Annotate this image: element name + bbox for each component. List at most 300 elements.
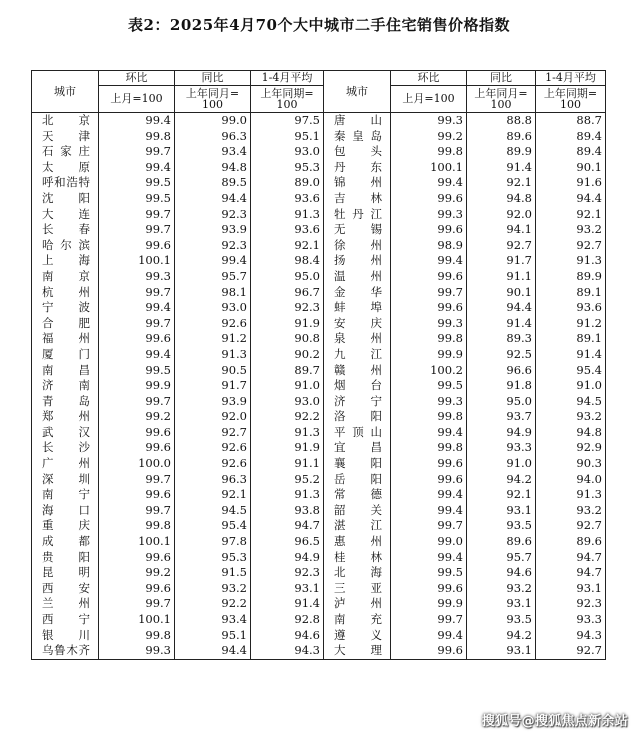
city-cell: 郑州 (32, 409, 99, 425)
avg-cell: 91.2 (536, 316, 606, 332)
city-cell: 成都 (32, 534, 99, 550)
yoy-cell: 95.0 (467, 394, 536, 410)
yoy-cell: 95.4 (175, 518, 251, 534)
avg-cell: 94.6 (251, 628, 324, 644)
city-cell: 银川 (32, 628, 99, 644)
avg-base-left: 上年同期=100 (251, 86, 324, 113)
avg-cell: 93.6 (251, 191, 324, 207)
city-cell: 湛江 (324, 518, 391, 534)
avg-cell: 92.3 (536, 596, 606, 612)
city-cell: 平顶山 (324, 425, 391, 441)
mom-cell: 100.1 (391, 160, 467, 176)
avg-cell: 89.7 (251, 363, 324, 379)
mom-cell: 99.5 (391, 378, 467, 394)
city-cell: 襄阳 (324, 456, 391, 472)
yoy-cell: 94.1 (467, 222, 536, 238)
city-cell: 西宁 (32, 612, 99, 628)
avg-cell: 91.1 (251, 456, 324, 472)
yoy-cell: 90.5 (175, 363, 251, 379)
avg-cell: 93.8 (251, 503, 324, 519)
table-row (32, 175, 606, 191)
city-cell: 西安 (32, 581, 99, 597)
mom-cell: 99.4 (99, 300, 175, 316)
yoy-cell: 89.6 (467, 534, 536, 550)
mom-cell: 99.9 (99, 378, 175, 394)
city-cell: 洛阳 (324, 409, 391, 425)
city-cell: 呼和浩特 (32, 175, 99, 191)
mom-cell: 99.7 (391, 285, 467, 301)
yoy-cell: 94.8 (175, 160, 251, 176)
avg-cell: 93.2 (536, 222, 606, 238)
table-row (32, 596, 606, 612)
avg-cell: 95.0 (251, 269, 324, 285)
avg-cell: 94.9 (251, 550, 324, 566)
avg-cell: 89.6 (536, 534, 606, 550)
avg-cell: 93.0 (251, 394, 324, 410)
avg-cell: 93.3 (536, 612, 606, 628)
avg-cell: 95.4 (536, 363, 606, 379)
avg-cell: 94.8 (536, 425, 606, 441)
avg-cell: 92.1 (536, 207, 606, 223)
table-row (32, 331, 606, 347)
city-cell: 蚌埠 (324, 300, 391, 316)
avg-cell: 89.9 (536, 269, 606, 285)
city-cell: 宜昌 (324, 440, 391, 456)
yoy-cell: 89.3 (467, 331, 536, 347)
avg-cell: 91.9 (251, 316, 324, 332)
mom-cell: 99.6 (391, 269, 467, 285)
city-cell: 吉林 (324, 191, 391, 207)
mom-cell: 99.7 (99, 596, 175, 612)
mom-cell: 99.4 (391, 550, 467, 566)
yoy-header-left: 同比 (175, 71, 251, 86)
city-cell: 太原 (32, 160, 99, 176)
city-cell: 泉州 (324, 331, 391, 347)
table-row (32, 113, 606, 129)
yoy-cell: 92.6 (175, 456, 251, 472)
yoy-cell: 95.7 (175, 269, 251, 285)
city-cell: 广州 (32, 456, 99, 472)
mom-cell: 99.4 (99, 160, 175, 176)
city-cell: 南充 (324, 612, 391, 628)
mom-cell: 99.7 (99, 285, 175, 301)
city-cell: 天津 (32, 129, 99, 145)
mom-cell: 99.6 (99, 550, 175, 566)
city-header-right: 城市 (324, 71, 391, 113)
yoy-base-right: 上年同月=100 (467, 86, 536, 113)
table-row (32, 550, 606, 566)
yoy-cell: 89.6 (467, 129, 536, 145)
city-cell: 金华 (324, 285, 391, 301)
table-row (32, 456, 606, 472)
mom-cell: 99.6 (99, 425, 175, 441)
mom-cell: 99.8 (99, 628, 175, 644)
mom-cell: 99.8 (391, 144, 467, 160)
mom-header-left: 环比 (99, 71, 175, 86)
yoy-cell: 92.3 (175, 207, 251, 223)
yoy-cell: 90.1 (467, 285, 536, 301)
yoy-cell: 91.3 (175, 347, 251, 363)
yoy-cell: 92.0 (467, 207, 536, 223)
avg-cell: 94.3 (536, 628, 606, 644)
yoy-cell: 93.3 (467, 440, 536, 456)
avg-cell: 92.3 (251, 300, 324, 316)
mom-cell: 100.1 (99, 534, 175, 550)
yoy-cell: 94.2 (467, 472, 536, 488)
price-index-table (31, 70, 606, 660)
city-cell: 无锡 (324, 222, 391, 238)
page-title: 表2：2025年4月70个大中城市二手住宅销售价格指数 (128, 16, 510, 34)
yoy-cell: 91.2 (175, 331, 251, 347)
avg-cell: 93.1 (251, 581, 324, 597)
mom-cell: 99.6 (391, 300, 467, 316)
yoy-cell: 94.5 (175, 503, 251, 519)
yoy-cell: 92.7 (467, 238, 536, 254)
mom-cell: 99.9 (391, 596, 467, 612)
mom-cell: 99.8 (391, 440, 467, 456)
yoy-cell: 92.2 (175, 596, 251, 612)
mom-base-left: 上月=100 (99, 86, 175, 113)
yoy-cell: 92.6 (175, 316, 251, 332)
mom-cell: 99.6 (391, 222, 467, 238)
avg-cell: 90.3 (536, 456, 606, 472)
table-row (32, 581, 606, 597)
table-row (32, 503, 606, 519)
mom-cell: 99.3 (391, 316, 467, 332)
mom-cell: 99.6 (99, 487, 175, 503)
avg-cell: 94.7 (251, 518, 324, 534)
avg-cell: 90.8 (251, 331, 324, 347)
mom-cell: 99.8 (99, 129, 175, 145)
table-row (32, 440, 606, 456)
avg-cell: 90.2 (251, 347, 324, 363)
yoy-cell: 91.7 (467, 253, 536, 269)
city-cell: 南京 (32, 269, 99, 285)
city-cell: 贵阳 (32, 550, 99, 566)
table-row (32, 269, 606, 285)
table-body (32, 113, 606, 660)
mom-cell: 99.4 (391, 503, 467, 519)
yoy-cell: 93.4 (175, 612, 251, 628)
yoy-cell: 93.1 (467, 503, 536, 519)
avg-cell: 91.6 (536, 175, 606, 191)
mom-cell: 99.8 (391, 331, 467, 347)
city-cell: 北海 (324, 565, 391, 581)
table-row (32, 129, 606, 145)
avg-header-left: 1-4月平均 (251, 71, 324, 86)
mom-cell: 99.6 (391, 191, 467, 207)
yoy-cell: 88.8 (467, 113, 536, 129)
mom-cell: 99.7 (99, 144, 175, 160)
yoy-cell: 92.1 (175, 487, 251, 503)
table-row (32, 191, 606, 207)
avg-cell: 89.4 (536, 144, 606, 160)
header-row-top (32, 71, 606, 86)
city-cell: 哈尔滨 (32, 238, 99, 254)
avg-cell: 89.1 (536, 331, 606, 347)
city-cell: 厦门 (32, 347, 99, 363)
yoy-cell: 96.6 (467, 363, 536, 379)
yoy-cell: 95.3 (175, 550, 251, 566)
yoy-cell: 93.2 (467, 581, 536, 597)
mom-cell: 100.0 (99, 456, 175, 472)
avg-cell: 93.6 (251, 222, 324, 238)
table-row (32, 347, 606, 363)
mom-cell: 99.2 (99, 565, 175, 581)
avg-header-right: 1-4月平均 (536, 71, 606, 86)
avg-cell: 91.3 (251, 487, 324, 503)
yoy-cell: 96.3 (175, 129, 251, 145)
table-row (32, 409, 606, 425)
yoy-cell: 93.9 (175, 394, 251, 410)
city-cell: 扬州 (324, 253, 391, 269)
table-row (32, 534, 606, 550)
city-cell: 昆明 (32, 565, 99, 581)
city-cell: 石家庄 (32, 144, 99, 160)
table-row (32, 643, 606, 659)
city-cell: 惠州 (324, 534, 391, 550)
city-cell: 福州 (32, 331, 99, 347)
yoy-cell: 99.0 (175, 113, 251, 129)
mom-cell: 99.9 (391, 347, 467, 363)
mom-header-right: 环比 (391, 71, 467, 86)
yoy-cell: 91.0 (467, 456, 536, 472)
yoy-cell: 94.4 (467, 300, 536, 316)
table-row (32, 363, 606, 379)
mom-cell: 99.4 (99, 347, 175, 363)
yoy-cell: 92.1 (467, 175, 536, 191)
yoy-header-right: 同比 (467, 71, 536, 86)
mom-cell: 98.9 (391, 238, 467, 254)
avg-cell: 94.0 (536, 472, 606, 488)
table-row (32, 518, 606, 534)
city-cell: 安庆 (324, 316, 391, 332)
avg-cell: 92.7 (536, 643, 606, 659)
yoy-cell: 93.7 (467, 409, 536, 425)
city-cell: 南宁 (32, 487, 99, 503)
yoy-cell: 94.2 (467, 628, 536, 644)
mom-cell: 99.7 (391, 518, 467, 534)
avg-cell: 94.4 (536, 191, 606, 207)
city-cell: 牡丹江 (324, 207, 391, 223)
mom-cell: 99.7 (99, 394, 175, 410)
table-row (32, 487, 606, 503)
mom-cell: 99.7 (99, 207, 175, 223)
avg-cell: 91.4 (536, 347, 606, 363)
city-cell: 大理 (324, 643, 391, 659)
mom-cell: 99.0 (391, 534, 467, 550)
avg-cell: 91.3 (251, 207, 324, 223)
yoy-cell: 89.5 (175, 175, 251, 191)
city-cell: 深圳 (32, 472, 99, 488)
mom-cell: 99.7 (391, 612, 467, 628)
mom-cell: 99.4 (391, 425, 467, 441)
mom-cell: 99.5 (99, 191, 175, 207)
city-cell: 徐州 (324, 238, 391, 254)
mom-cell: 99.5 (391, 565, 467, 581)
avg-cell: 93.2 (536, 409, 606, 425)
table-row (32, 472, 606, 488)
yoy-cell: 92.6 (175, 440, 251, 456)
mom-cell: 99.3 (391, 394, 467, 410)
yoy-cell: 91.7 (175, 378, 251, 394)
mom-cell: 99.3 (391, 207, 467, 223)
yoy-cell: 99.4 (175, 253, 251, 269)
table-row (32, 394, 606, 410)
city-cell: 锦州 (324, 175, 391, 191)
mom-cell: 99.6 (391, 456, 467, 472)
avg-cell: 96.7 (251, 285, 324, 301)
city-cell: 长春 (32, 222, 99, 238)
mom-cell: 99.7 (99, 472, 175, 488)
mom-cell: 100.2 (391, 363, 467, 379)
yoy-cell: 93.4 (175, 144, 251, 160)
table-row (32, 144, 606, 160)
avg-cell: 94.3 (251, 643, 324, 659)
table-row (32, 565, 606, 581)
avg-cell: 92.7 (536, 518, 606, 534)
yoy-cell: 91.4 (467, 160, 536, 176)
city-cell: 包头 (324, 144, 391, 160)
city-cell: 上海 (32, 253, 99, 269)
city-cell: 三亚 (324, 581, 391, 597)
city-cell: 宁波 (32, 300, 99, 316)
avg-cell: 91.4 (251, 596, 324, 612)
city-cell: 遵义 (324, 628, 391, 644)
avg-cell: 93.2 (536, 503, 606, 519)
mom-cell: 99.2 (391, 129, 467, 145)
avg-cell: 95.2 (251, 472, 324, 488)
city-cell: 韶关 (324, 503, 391, 519)
avg-cell: 91.0 (251, 378, 324, 394)
mom-base-right: 上月=100 (391, 86, 467, 113)
avg-cell: 91.0 (536, 378, 606, 394)
city-cell: 大连 (32, 207, 99, 223)
city-cell: 济宁 (324, 394, 391, 410)
mom-cell: 99.6 (99, 238, 175, 254)
avg-cell: 95.1 (251, 129, 324, 145)
yoy-cell: 95.1 (175, 628, 251, 644)
yoy-cell: 91.5 (175, 565, 251, 581)
city-cell: 温州 (324, 269, 391, 285)
avg-cell: 91.3 (536, 487, 606, 503)
mom-cell: 100.1 (99, 253, 175, 269)
yoy-base-left: 上年同月=100 (175, 86, 251, 113)
watermark: 搜狐号@搜狐焦点新余站 (481, 714, 628, 729)
mom-cell: 99.6 (391, 472, 467, 488)
table-row (32, 253, 606, 269)
city-cell: 烟台 (324, 378, 391, 394)
yoy-cell: 91.8 (467, 378, 536, 394)
avg-cell: 90.1 (536, 160, 606, 176)
mom-cell: 99.5 (99, 175, 175, 191)
city-cell: 杭州 (32, 285, 99, 301)
avg-cell: 91.3 (251, 425, 324, 441)
table-row (32, 222, 606, 238)
yoy-cell: 93.1 (467, 643, 536, 659)
avg-cell: 98.4 (251, 253, 324, 269)
city-cell: 唐山 (324, 113, 391, 129)
avg-cell: 97.5 (251, 113, 324, 129)
table-row (32, 316, 606, 332)
mom-cell: 99.7 (99, 222, 175, 238)
city-cell: 兰州 (32, 596, 99, 612)
avg-cell: 92.7 (536, 238, 606, 254)
mom-cell: 99.4 (99, 113, 175, 129)
yoy-cell: 91.1 (467, 269, 536, 285)
avg-cell: 93.6 (536, 300, 606, 316)
avg-cell: 92.9 (536, 440, 606, 456)
city-cell: 秦皇岛 (324, 129, 391, 145)
yoy-cell: 93.5 (467, 612, 536, 628)
yoy-cell: 92.5 (467, 347, 536, 363)
avg-cell: 89.4 (536, 129, 606, 145)
avg-cell: 94.5 (536, 394, 606, 410)
table-row (32, 285, 606, 301)
mom-cell: 99.3 (99, 269, 175, 285)
city-cell: 长沙 (32, 440, 99, 456)
yoy-cell: 94.4 (175, 191, 251, 207)
mom-cell: 99.3 (391, 113, 467, 129)
yoy-cell: 92.3 (175, 238, 251, 254)
yoy-cell: 94.8 (467, 191, 536, 207)
city-cell: 济南 (32, 378, 99, 394)
mom-cell: 99.7 (99, 316, 175, 332)
avg-cell: 93.0 (251, 144, 324, 160)
table-row (32, 612, 606, 628)
mom-cell: 99.6 (391, 643, 467, 659)
yoy-cell: 93.0 (175, 300, 251, 316)
mom-cell: 99.6 (99, 440, 175, 456)
mom-cell: 99.4 (391, 175, 467, 191)
mom-cell: 99.8 (391, 409, 467, 425)
yoy-cell: 91.4 (467, 316, 536, 332)
avg-cell: 92.1 (251, 238, 324, 254)
yoy-cell: 93.2 (175, 581, 251, 597)
yoy-cell: 94.4 (175, 643, 251, 659)
city-cell: 桂林 (324, 550, 391, 566)
yoy-cell: 92.1 (467, 487, 536, 503)
city-cell: 武汉 (32, 425, 99, 441)
avg-cell: 89.1 (536, 285, 606, 301)
mom-cell: 99.4 (391, 253, 467, 269)
table-row (32, 160, 606, 176)
city-cell: 合肥 (32, 316, 99, 332)
city-cell: 沈阳 (32, 191, 99, 207)
avg-cell: 92.8 (251, 612, 324, 628)
yoy-cell: 98.1 (175, 285, 251, 301)
city-cell: 岳阳 (324, 472, 391, 488)
city-header-left: 城市 (32, 71, 99, 113)
yoy-cell: 92.7 (175, 425, 251, 441)
city-cell: 赣州 (324, 363, 391, 379)
city-cell: 常德 (324, 487, 391, 503)
avg-base-right: 上年同期=100 (536, 86, 606, 113)
avg-cell: 96.5 (251, 534, 324, 550)
yoy-cell: 94.9 (467, 425, 536, 441)
city-cell: 丹东 (324, 160, 391, 176)
yoy-cell: 96.3 (175, 472, 251, 488)
table-row (32, 238, 606, 254)
mom-cell: 99.6 (99, 581, 175, 597)
mom-cell: 99.7 (99, 503, 175, 519)
city-cell: 九江 (324, 347, 391, 363)
avg-cell: 91.9 (251, 440, 324, 456)
city-cell: 乌鲁木齐 (32, 643, 99, 659)
avg-cell: 88.7 (536, 113, 606, 129)
mom-cell: 99.4 (391, 628, 467, 644)
city-cell: 南昌 (32, 363, 99, 379)
